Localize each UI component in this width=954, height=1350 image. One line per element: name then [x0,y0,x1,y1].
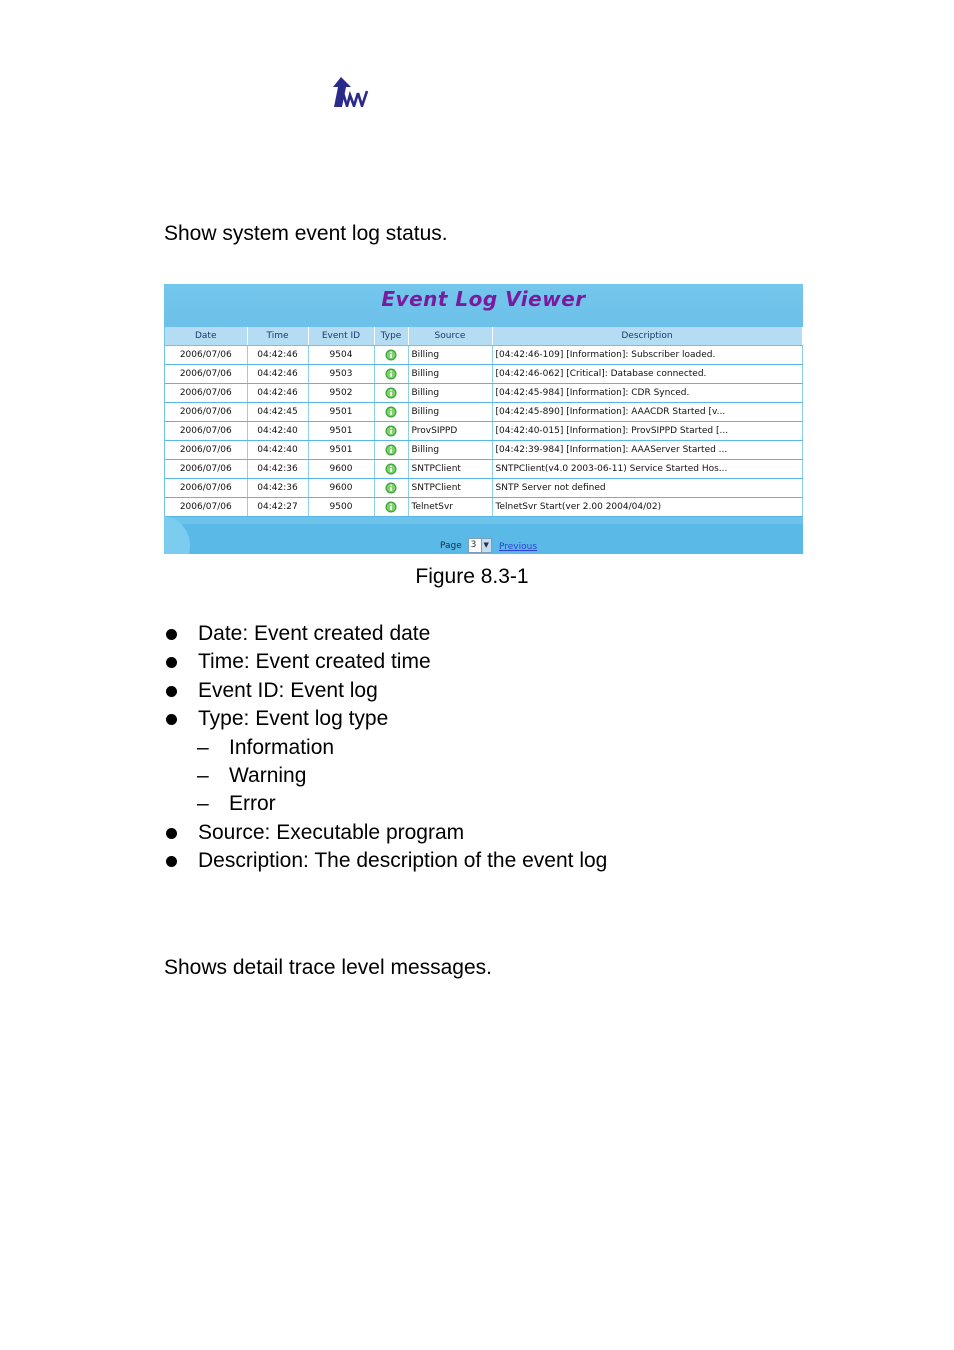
list-item-text: Description: The description of the event log [198,849,608,873]
bullet-icon [166,657,177,668]
info-icon [385,444,397,456]
event-log-table [165,327,803,517]
info-icon [385,463,397,475]
cell-type [374,346,408,365]
pager [440,538,492,553]
info-icon [385,349,397,361]
cell-date: 2006/07/06 [165,479,247,498]
cell-time: 04:42:46 [247,346,308,365]
table-header-row [165,327,802,346]
cell-source: Billing [408,441,492,460]
previous-link[interactable]: Previous [499,542,538,552]
cell-type [374,498,408,517]
cell-description: SNTPClient(v4.0 2003-06-11) Service Started Hos... [492,460,802,479]
cell-time: 04:42:40 [247,441,308,460]
bullet-icon [166,828,177,839]
cell-description: TelnetSvr Start(ver 2.00 2004/04/02) [492,498,802,517]
cell-source: Billing [408,384,492,403]
cell-date: 2006/07/06 [165,460,247,479]
page-select-value: 3 [470,540,477,550]
info-icon [385,425,397,437]
cell-date: 2006/07/06 [165,422,247,441]
cell-time: 04:42:46 [247,384,308,403]
cell-source: ProvSIPPD [408,422,492,441]
bullet-icon [166,629,177,640]
cell-time: 04:42:36 [247,479,308,498]
cell-type [374,384,408,403]
cell-time: 04:42:45 [247,403,308,422]
info-icon [385,501,397,513]
cell-time: 04:42:46 [247,365,308,384]
info-icon [385,406,397,418]
cell-description: [04:42:46-109] [Information]: Subscriber loaded. [492,346,802,365]
list-item-text: Type: Event log type [198,707,389,731]
cell-source: Billing [408,365,492,384]
cell-source: Billing [408,403,492,422]
cell-type [374,441,408,460]
cell-date: 2006/07/06 [165,365,247,384]
cell-date: 2006/07/06 [165,346,247,365]
bullet-icon [166,856,177,867]
chevron-down-icon[interactable]: ▼ [481,539,491,552]
list-item-text: Date: Event created date [198,622,431,645]
cell-event-id: 9501 [308,422,374,441]
table-row[interactable] [165,498,802,517]
cell-event-id: 9501 [308,403,374,422]
table-row[interactable] [165,384,802,403]
footer-decoration [164,516,190,554]
info-icon [385,387,397,399]
cell-source: Billing [408,346,492,365]
cell-description: [04:42:46-062] [Critical]: Database connected. [492,365,802,384]
list-item-text: Time: Event created time [198,650,431,674]
table-row[interactable] [165,422,802,441]
cell-source: SNTPClient [408,460,492,479]
cell-type [374,365,408,384]
cell-event-id: 9600 [308,479,374,498]
dash-bullet: – [197,792,209,816]
sub-list-item-text: Error [229,792,276,816]
cell-type [374,422,408,441]
cell-date: 2006/07/06 [165,384,247,403]
sub-list-item-text: Warning [229,763,307,787]
cell-source: SNTPClient [408,479,492,498]
list-item-text: Event ID: Event log [198,678,378,702]
page-label: Page [440,541,462,551]
table-row[interactable] [165,365,802,384]
intro-text: Show system event log status. [164,222,448,245]
cell-date: 2006/07/06 [165,498,247,517]
column-header-type[interactable]: Type [374,327,408,346]
cell-date: 2006/07/06 [165,441,247,460]
table-row[interactable] [165,346,802,365]
column-header-date[interactable]: Date [165,327,247,346]
sub-list-item-text: Information [229,735,335,759]
cell-type [374,479,408,498]
dash-bullet: – [197,735,209,759]
column-header-time[interactable]: Time [247,327,308,346]
cell-event-id: 9500 [308,498,374,517]
figure-caption: Figure 8.3-1 [415,565,529,588]
info-icon [385,482,397,494]
cell-description: SNTP Server not defined [492,479,802,498]
cell-event-id: 9600 [308,460,374,479]
cell-source: TelnetSvr [408,498,492,517]
cell-description: [04:42:45-890] [Information]: AAACDR Started [v... [492,403,802,422]
cell-type [374,460,408,479]
cell-description: [04:42:45-984] [Information]: CDR Synced. [492,384,802,403]
cell-description: [04:42:40-015] [Information]: ProvSIPPD Started [... [492,422,802,441]
cell-event-id: 9502 [308,384,374,403]
bullet-icon [166,714,177,725]
cell-time: 04:42:27 [247,498,308,517]
cell-event-id: 9503 [308,365,374,384]
viewer-title: Event Log Viewer [381,287,586,311]
cell-type [374,403,408,422]
column-header-description[interactable]: Description [492,327,802,346]
column-header-event-id[interactable]: Event ID [308,327,374,346]
page-select[interactable] [468,538,492,553]
cell-event-id: 9504 [308,346,374,365]
table-row[interactable] [165,403,802,422]
arrow-logo-icon [331,77,369,107]
event-log-viewer [164,284,803,554]
info-icon [385,368,397,380]
trace-text: Shows detail trace level messages. [164,956,492,979]
cell-event-id: 9501 [308,441,374,460]
cell-time: 04:42:36 [247,460,308,479]
bullet-icon [166,686,177,697]
list-item-text: Source: Executable program [198,820,465,844]
dash-bullet: – [197,763,209,787]
table-row[interactable] [165,460,802,479]
table-row[interactable] [165,441,802,460]
cell-description: [04:42:39-984] [Information]: AAAServer Started ... [492,441,802,460]
cell-date: 2006/07/06 [165,403,247,422]
cell-time: 04:42:40 [247,422,308,441]
table-row[interactable] [165,479,802,498]
column-header-source[interactable]: Source [408,327,492,346]
